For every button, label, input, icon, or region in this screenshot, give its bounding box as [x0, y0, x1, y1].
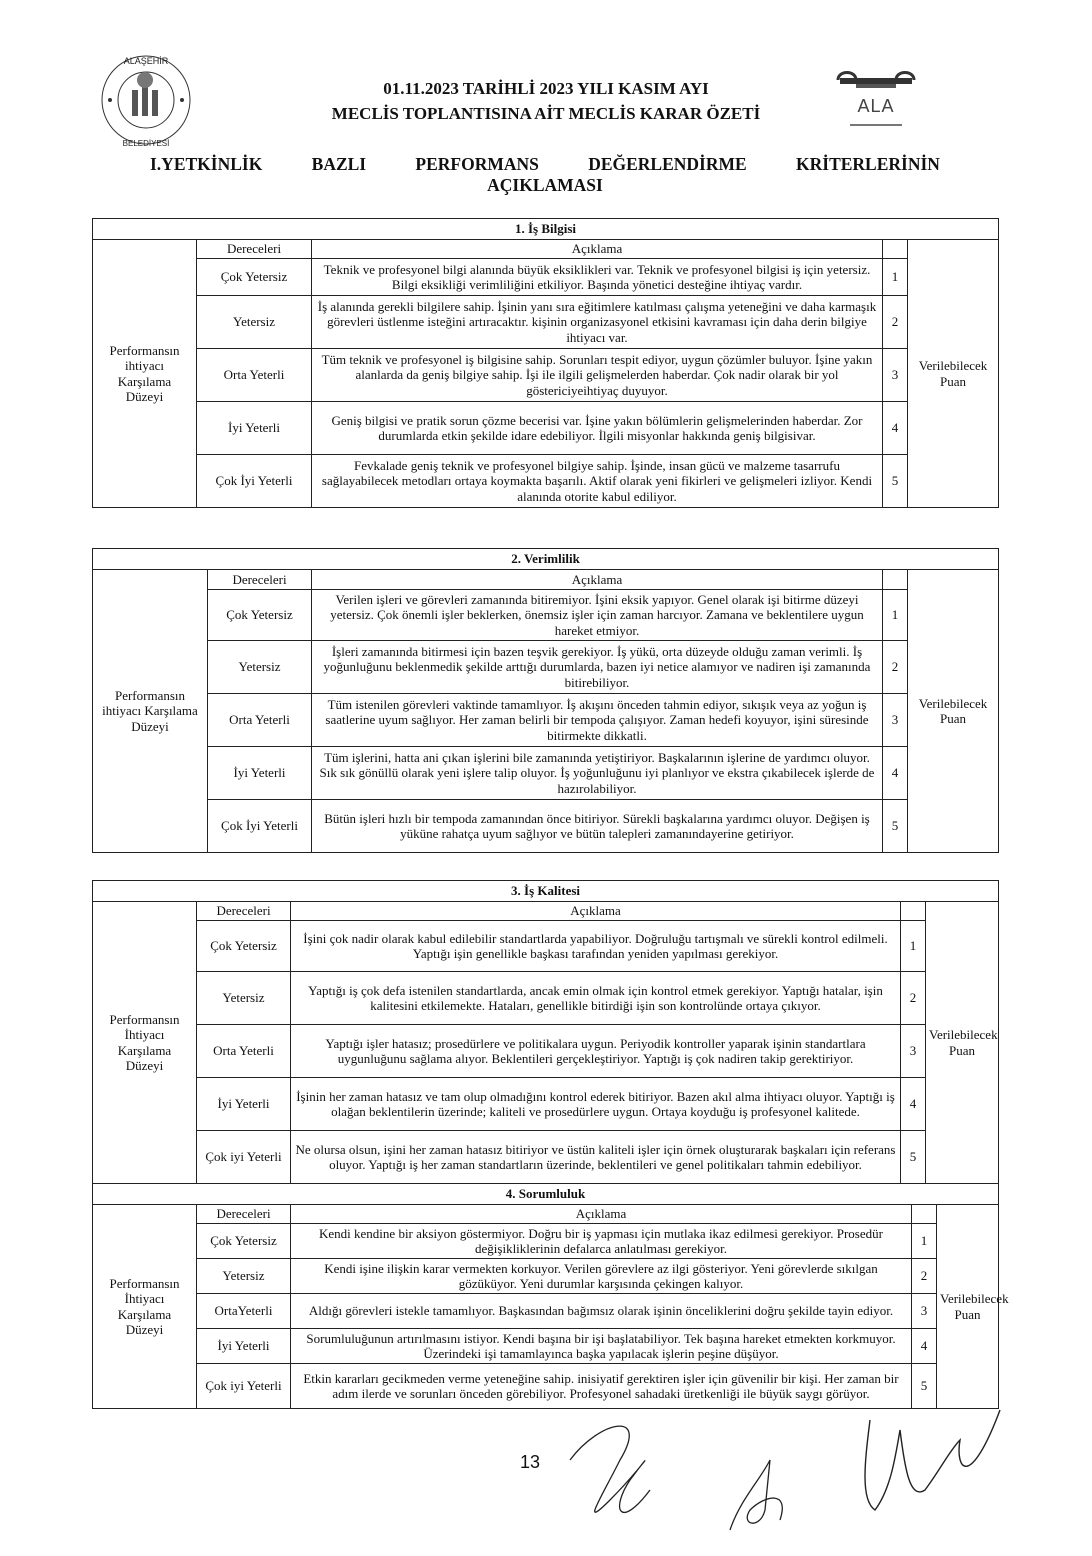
perf-label-line: Performansın	[114, 687, 186, 703]
table-row	[93, 259, 999, 296]
score-cell: 3	[901, 1025, 926, 1078]
verilebilecek-puan	[926, 902, 999, 1184]
perf-label-line: Performansın	[109, 342, 180, 358]
table-row	[93, 921, 999, 972]
score-cell: 2	[883, 296, 908, 349]
level-cell: Çok Yetersiz	[197, 259, 312, 296]
verilebilecek-label: Verilebilecek	[918, 695, 988, 711]
heading-line2: AÇIKLAMASI	[487, 175, 603, 195]
verilebilecek-label: Verilebilecek	[929, 1027, 998, 1042]
score-cell: 5	[883, 800, 908, 853]
description-cell: Sorumluluğunun artırılmasını istiyor. Kendi başına bir işi başlatabiliyor. Tek başına hareket etmekten korkmuyor. Üzerindeki işi tamamlayınca başka yapılacak işlerin peşine düşüyor.	[291, 1329, 912, 1364]
header-score-blank	[883, 570, 908, 590]
document-title-line2: MECLİS TOPLANTISINA AİT MECLİS KARAR ÖZETİ	[331, 104, 761, 123]
perf-label-line: Düzeyi	[125, 389, 164, 404]
description-cell: Bütün işleri hızlı bir tempoda zamanından önce bitiriyor. Sürekli başkalarına yardımcı oluyor. Değişen iş yüküne rahatça uyum sağlıyor ve bütün talepleri zamanındayerine getiriyor.	[312, 800, 883, 853]
level-cell: Orta Yeterli	[197, 349, 312, 402]
score-cell: 2	[912, 1259, 937, 1294]
description-cell: Kendi işine ilişkin karar vermekten korkuyor. Verilen görevlere az ilgi gösteriyor. Yeni görevlerde sıkılgan gözüküyor. Yeni durumlar karşısında çekingen kalıyor.	[291, 1259, 912, 1294]
svg-text:ALA: ALA	[857, 96, 895, 116]
table-row	[93, 1131, 999, 1184]
table-row	[93, 1294, 999, 1329]
table-row	[93, 747, 999, 800]
score-cell: 3	[883, 694, 908, 747]
level-cell: İyi Yeterli	[197, 402, 312, 455]
table-row	[93, 296, 999, 349]
signature	[560, 1400, 680, 1540]
table-row	[93, 402, 999, 455]
score-cell: 3	[912, 1294, 937, 1329]
score-cell: 5	[912, 1364, 937, 1409]
perf-label-line: İhtiyacı	[124, 1027, 165, 1042]
header-aciklama: Açıklama	[312, 240, 883, 259]
level-cell: Çok İyi Yeterli	[197, 455, 312, 508]
section-title: 3. İş Kalitesi	[93, 881, 999, 902]
level-cell: Çok Yetersiz	[197, 1224, 291, 1259]
performance-label	[93, 240, 197, 508]
score-cell: 2	[883, 641, 908, 694]
table-row	[93, 972, 999, 1025]
puan-label: Puan	[949, 1042, 976, 1058]
page-number: 13	[520, 1452, 541, 1472]
description-cell: Ne olursa olsun, işini her zaman hatasız bitiriyor ve üstün kaliteli işler için örnek oluşturarak başkaları için referans oluyor. Yaptığı iş her zaman standartların üzerinde, beklentileri ve genel politikaları tahmin edebiliyor.	[291, 1131, 901, 1184]
score-cell: 1	[883, 259, 908, 296]
table-row	[93, 800, 999, 853]
score-cell: 1	[883, 590, 908, 641]
level-cell: Çok iyi Yeterli	[197, 1364, 291, 1409]
description-cell: İşleri zamanında bitirmesi için bazen teşvik gerekiyor. İş yükü, orta düzeyde olduğu zaman verimli. İş yoğunluğunu beklenmedik şekilde arttığı durumlarda, bazen iyi netice alamıyor ve nadiren işi zamanında bitirebiliyor.	[312, 641, 883, 694]
description-cell: Aldığı görevleri istekle tamamlıyor. Başkasından bağımsız olarak işinin önceliklerini doğru şekilde tayin ediyor.	[291, 1294, 912, 1329]
signature	[720, 1440, 800, 1540]
level-cell: İyi Yeterli	[208, 747, 312, 800]
table-row	[93, 1329, 999, 1364]
municipality-seal-logo	[98, 46, 194, 154]
table-row	[93, 349, 999, 402]
description-cell: Yaptığı işler hatasız; prosedürlere ve politikalara uygun. Periyodik kontroller yaparak işinin standartlara uygunluğunu sağlama alıyor. Beklentileri gerçekleştiriyor. Yaptığı iş çok nadiren takip gerektiriyor.	[291, 1025, 901, 1078]
performance-label	[93, 570, 208, 853]
perf-label-line: Karşılama	[117, 373, 172, 389]
performance-label	[93, 902, 197, 1184]
section-title: 1. İş Bilgisi	[93, 219, 999, 240]
score-cell: 1	[901, 921, 926, 972]
heading-word: I.YETKİNLİK	[150, 154, 263, 174]
header-dereceleri: Dereceleri	[197, 902, 291, 921]
level-cell: OrtaYeterli	[197, 1294, 291, 1329]
score-cell: 4	[883, 402, 908, 455]
score-cell: 1	[912, 1224, 937, 1259]
table-row	[93, 641, 999, 694]
criteria-table	[92, 218, 999, 508]
score-cell: 4	[901, 1078, 926, 1131]
perf-label-line: Düzeyi	[125, 1058, 164, 1073]
description-cell: İşinin her zaman hatasız ve tam olup olmadığını kontrol ederek bitiriyor. Bazen akıl alma ihtiyacı oluyor. Yaptığı iş olağan beklentilerin üzerinde; kaliteli ve prosedürlere uygun. Ortaya koyduğu iş profesyonel kalitede.	[291, 1078, 901, 1131]
verilebilecek-puan	[908, 240, 999, 508]
perf-label-line: İhtiyacı	[124, 1291, 165, 1306]
table-row	[93, 1259, 999, 1294]
perf-label-line: Performansın	[109, 1011, 180, 1027]
description-cell: Geniş bilgisi ve pratik sorun çözme becerisi var. İşine yakın bölümlerin gelişmelerinden haberdar. Zor durumlarda etkin şekilde idare edebiliyor. İlgili misyonlar hakkında geniş bilgisivar.	[312, 402, 883, 455]
level-cell: Çok İyi Yeterli	[208, 800, 312, 853]
header-score-blank	[901, 902, 926, 921]
section-title: 4. Sorumluluk	[93, 1184, 999, 1205]
document-title-line1: 01.11.2023 TARİHLİ 2023 YILI KASIM AYI	[383, 79, 709, 98]
score-cell: 3	[883, 349, 908, 402]
perf-label-line: Karşılama	[117, 1306, 172, 1322]
level-cell: Yetersiz	[197, 972, 291, 1025]
puan-label: Puan	[954, 1306, 981, 1322]
description-cell: Kendi kendine bir aksiyon göstermiyor. Doğru bir iş yapması için mutlaka ikaz edilmesi gerekiyor. Prosedür değişikliklerinin defalarca anlatılması gerekiyor.	[291, 1224, 912, 1259]
level-cell: Yetersiz	[208, 641, 312, 694]
score-cell: 4	[912, 1329, 937, 1364]
criteria-table	[92, 548, 999, 853]
header-aciklama: Açıklama	[312, 570, 883, 590]
header-dereceleri: Dereceleri	[197, 1205, 291, 1224]
table-row	[93, 455, 999, 508]
heading-word: KRİTERLERİNİN	[796, 154, 940, 174]
table-row	[93, 1078, 999, 1131]
svg-text:BELEDİYESİ: BELEDİYESİ	[122, 139, 170, 148]
puan-label: Puan	[940, 711, 966, 726]
level-cell: Orta Yeterli	[197, 1025, 291, 1078]
perf-label-line: Karşılama	[117, 1042, 172, 1058]
verilebilecek-label: Verilebilecek	[918, 358, 988, 373]
description-cell: Etkin kararları gecikmeden verme yeteneğine sahip. inisiyatif gerektiren işler için güvenilir bir kişi. Her zaman bir adım ilerde ve sorunları önceden görebiliyor. Profesyonel sahadaki üretkenliği ile büyük saygı görüyor.	[291, 1364, 912, 1409]
perf-label-line: ihtiyacı	[125, 358, 164, 373]
description-cell: İş alanında gerekli bilgilere sahip. İşinin yanı sıra eğitimlere katılması çalışma yeteneğini ve daha karmaşık görevleri üstlenme isteğini artıracaktır. kişinin organizasyonel etkisini kavraması için daha derin bilgiye ihtiyacı var.	[312, 296, 883, 349]
description-cell: Yaptığı iş çok defa istenilen standartlarda, ancak emin olmak için kontrol etmek gerekiyor. Yaptığı hatalar, işin kalitesini etkilemekte. Hataları, genellikle bitirdiği işin son kontrolünde ortaya çıkıyor.	[291, 972, 901, 1025]
table-row	[93, 1224, 999, 1259]
verilebilecek-puan	[908, 570, 999, 853]
heading-word: BAZLI	[311, 154, 367, 174]
heading-word: PERFORMANS	[415, 154, 539, 174]
level-cell: İyi Yeterli	[197, 1078, 291, 1131]
score-cell: 5	[901, 1131, 926, 1184]
description-cell: Fevkalade geniş teknik ve profesyonel bilgiye sahip. İşinde, insan gücü ve malzeme tasarrufu sağlayabilecek metodları ortaya koymakta başarılı. Aktif olarak yeni fikirleri ve gelişmeleri izliyor. Kendi alanında otorite kabul ediliyor.	[312, 455, 883, 508]
score-cell: 2	[901, 972, 926, 1025]
perf-label-line: Düzeyi	[131, 718, 169, 734]
description-cell: Tüm işlerini, hatta ani çıkan işlerini bile zamanında yetiştiriyor. Başkalarının işlerine de yardımcı oluyor. Sık sık gönüllü olarak yeni işlere talip oluyor. İş yoğunluğunu iyi planlıyor ve ekstra çıkabilecek işlerde de hazırolabiliyor.	[312, 747, 883, 800]
level-cell: Çok Yetersiz	[197, 921, 291, 972]
table-row	[93, 1025, 999, 1078]
table-row	[93, 694, 999, 747]
verilebilecek-label: Verilebilecek	[940, 1291, 1009, 1306]
perf-label-line: ihtiyacı Karşılama	[102, 703, 198, 719]
description-cell: Tüm istenilen görevleri vaktinde tamamlıyor. İş akışını önceden tahmin ediyor, sıkışık veya az yoğun iş saatlerine uyum sağlıyor. Her zaman belirli bir tempoda çalışıyor. Zaman hedefi koyuyor, işini süresinde bitirmekte dikkatli.	[312, 694, 883, 747]
criteria-table	[92, 1183, 1009, 1409]
perf-label-line: Düzeyi	[125, 1322, 164, 1337]
description-cell: Teknik ve profesyonel bilgi alanında büyük eksiklikleri var. Teknik ve profesyonel bilgisi iş için yetersiz. Bilgi eksikliği verimliliğini etkiliyor. Başında yönetici desteğine ihtiyaç vardır.	[312, 259, 883, 296]
criteria-table	[92, 880, 999, 1184]
section-title: 2. Verimlilik	[93, 549, 999, 570]
header-score-blank	[883, 240, 908, 259]
level-cell: Çok Yetersiz	[208, 590, 312, 641]
level-cell: Orta Yeterli	[208, 694, 312, 747]
description-cell: İşini çok nadir olarak kabul edilebilir standartlarda yapabiliyor. Doğruluğu tartışmalı ve sürekli kontrol edilmeli. Yaptığı işin genellikle başkası tarafından yeniden yapılması gerekiyor.	[291, 921, 901, 972]
perf-label-line: Performansın	[109, 1275, 180, 1291]
level-cell: Yetersiz	[197, 296, 312, 349]
level-cell: Çok iyi Yeterli	[197, 1131, 291, 1184]
header-dereceleri: Dereceleri	[197, 240, 312, 259]
table-row	[93, 590, 999, 641]
svg-text:ALAŞEHİR: ALAŞEHİR	[123, 56, 169, 66]
score-cell: 5	[883, 455, 908, 508]
signature	[850, 1390, 1010, 1530]
level-cell: Yetersiz	[197, 1259, 291, 1294]
performance-label	[93, 1205, 197, 1409]
heading-word: DEĞERLENDİRME	[588, 154, 747, 174]
verilebilecek-puan	[937, 1205, 1009, 1409]
header-dereceleri: Dereceleri	[208, 570, 312, 590]
score-cell: 4	[883, 747, 908, 800]
section-heading	[150, 154, 940, 196]
header-aciklama: Açıklama	[291, 1205, 912, 1224]
puan-label: Puan	[940, 373, 966, 389]
header-aciklama: Açıklama	[291, 902, 901, 921]
description-cell: Verilen işleri ve görevleri zamanında bitiremiyor. İşini eksik yapıyor. Genel olarak işi bitirme düzeyi yetersiz. Çok önemli işler beklerken, önemsiz işler için zaman harcıyor. Zamana ve beklentilere uygun hareket etmiyor.	[312, 590, 883, 641]
description-cell: Tüm teknik ve profesyonel iş bilgisine sahip. Sorunları tespit ediyor, uygun çözümler buluyor. İşine yakın alanlarda da geniş bilgiye sahip. İşi ile ilgili gelişmelerden haberdar. Çok nadir olarak bir yol göstericiyeihtiyaç duyuyor.	[312, 349, 883, 402]
header-score-blank	[912, 1205, 937, 1224]
level-cell: İyi Yeterli	[197, 1329, 291, 1364]
